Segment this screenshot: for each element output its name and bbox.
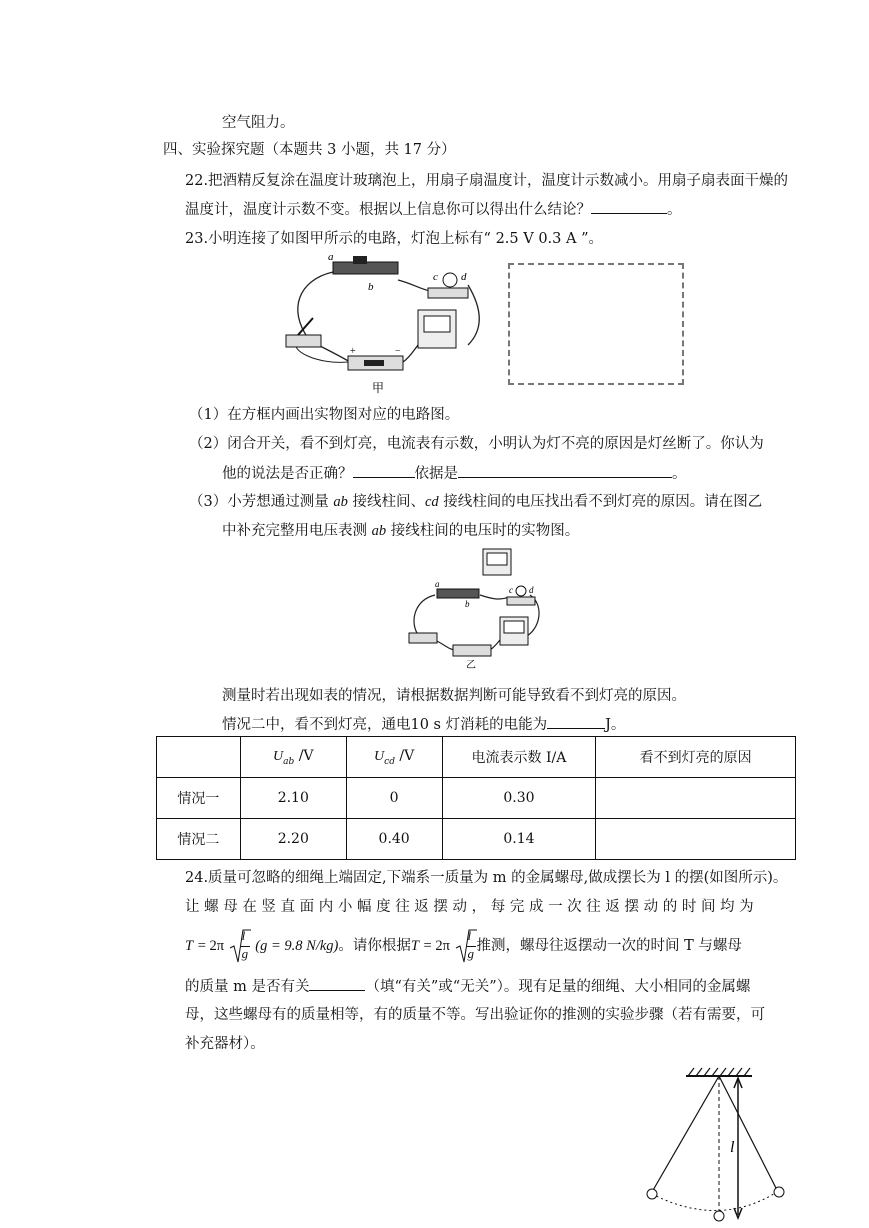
table-cell: 0.14	[442, 819, 596, 860]
header-symbol: U	[273, 748, 284, 764]
q23-period: 。	[672, 466, 687, 482]
lamp-bulb	[443, 273, 457, 287]
energy-blank[interactable]	[547, 714, 605, 729]
text: （3）小芳想通过测量	[189, 494, 334, 510]
q24-answer-blank[interactable]	[309, 976, 365, 991]
continuation-text: 空气阻力。	[222, 115, 295, 131]
q24-formula-line	[185, 926, 742, 966]
ammeter-dial	[424, 316, 450, 332]
label-b: b	[465, 599, 470, 609]
label-d: d	[461, 271, 467, 283]
q24-text: 。请你根据	[338, 938, 411, 954]
label-c: c	[433, 271, 438, 283]
q22-line2	[185, 199, 682, 220]
wire	[468, 285, 479, 345]
formula-eq: = 2π	[423, 938, 450, 954]
table-cell: 0.30	[442, 778, 596, 819]
formula-T: T	[410, 938, 419, 954]
table-cell: 2.10	[240, 778, 346, 819]
q23-part1: （1）在方框内画出实物图对应的电路图。	[189, 407, 460, 423]
var-ab: ab	[333, 494, 348, 510]
header-unit: /V	[394, 747, 415, 764]
q24-line6: 补充器材）。	[185, 1036, 265, 1052]
label-plus: +	[350, 346, 356, 357]
header-unit: /V	[294, 747, 314, 764]
q23-basis-blank[interactable]	[458, 463, 672, 478]
table-cell: 情况二	[157, 819, 241, 860]
sqrt-fraction	[455, 928, 477, 964]
formula-eq: = 2π	[197, 938, 225, 954]
table-cell: 0	[346, 778, 442, 819]
table-row	[157, 819, 796, 860]
nut-bottom	[714, 1211, 724, 1221]
header-uab	[240, 737, 346, 778]
wire	[435, 640, 455, 650]
header-current: 电流表示数 I/A	[442, 737, 596, 778]
label-a: a	[435, 579, 440, 589]
q23-part2-line2	[222, 463, 687, 484]
rheostat-slider	[353, 256, 367, 264]
measure-instruction: 测量时若出现如表的情况，请根据数据判断可能导致看不到灯亮的原因。	[222, 688, 686, 704]
frac-den: g	[467, 946, 475, 961]
header-symbol: U	[374, 748, 385, 764]
string-right	[719, 1076, 777, 1190]
text: 接线柱间的电压时的实物图。	[386, 523, 580, 539]
answer-cell[interactable]	[596, 819, 796, 860]
sqrt-fraction	[229, 928, 251, 964]
text: 接线柱间、	[347, 494, 425, 510]
swing-arc	[652, 1192, 777, 1211]
switch-lever	[298, 318, 313, 335]
label-b: b	[368, 281, 374, 293]
table-header-row	[157, 737, 796, 778]
figure-label-yi: 乙	[466, 660, 476, 670]
text: 接线柱间的电压找出看不到灯亮的原因。请在图乙	[438, 494, 763, 510]
circuit-figure-jia	[278, 250, 500, 400]
frac-den: g	[241, 946, 249, 961]
ceiling-hatch	[688, 1068, 750, 1076]
pendulum-figure	[640, 1060, 790, 1228]
q24-line4	[185, 976, 750, 997]
var-ab: ab	[371, 523, 387, 539]
q22-text: 温度计，温度计示数不变。根据以上信息你可以得出什么结论？	[185, 202, 591, 218]
label-c: c	[509, 585, 513, 595]
label-minus: −	[395, 346, 401, 357]
table-cell: 情况一	[157, 778, 241, 819]
formula-T: T	[185, 938, 194, 954]
var-cd: cd	[424, 494, 439, 510]
length-label: l	[730, 1139, 735, 1156]
formula-g-value: (g = 9.8 N/kg)	[255, 938, 339, 954]
nut-right	[774, 1187, 784, 1197]
text: （填“有关”或“无关”）。现有足量的细绳、大小相同的金属螺	[365, 979, 751, 995]
header-reason: 看不到灯亮的原因	[596, 737, 796, 778]
q23-part2-question: 他的说法是否正确？	[222, 466, 353, 482]
wire	[414, 595, 435, 633]
rheostat	[437, 589, 479, 598]
table-cell: 0.40	[346, 819, 442, 860]
header-ucd	[346, 737, 442, 778]
q23-part3-line1	[189, 492, 762, 512]
lamp-bulb	[516, 586, 526, 596]
q24-line2: 让 螺 母 在 竖 直 面 内 小 幅 度 往 返 摆 动 ， 每 完 成 一 次 往 返 摆 动 的 时 间 均 为	[185, 899, 754, 915]
label-a: a	[328, 251, 334, 263]
q22-answer-blank[interactable]	[591, 199, 667, 214]
q22-period: 。	[667, 202, 682, 218]
battery	[453, 645, 491, 656]
q24-line5: 母，这些螺母有的质量相等，有的质量不等。写出验证你的推测的实验步骤（若有需要，可	[185, 1007, 765, 1023]
table-row	[157, 778, 796, 819]
switch-base	[286, 335, 321, 347]
text: J。	[605, 717, 626, 733]
measurement-table	[156, 736, 796, 860]
frac-num: l	[241, 928, 246, 943]
switch	[409, 633, 437, 643]
answer-cell[interactable]	[596, 778, 796, 819]
header-cell	[157, 737, 241, 778]
q23-basis-label: 依据是	[414, 466, 458, 482]
text: 情况二中，看不到灯亮，通电10 s 灯消耗的电能为	[222, 717, 548, 733]
drawing-box[interactable]	[508, 263, 684, 385]
q23-correct-blank[interactable]	[353, 463, 415, 478]
table-cell: 2.20	[240, 819, 346, 860]
header-subscript: ab	[283, 756, 295, 767]
voltmeter-dial	[487, 553, 507, 565]
label-d: d	[529, 585, 534, 595]
q24-text: 推测，螺母往返摆动一次的时间 T 与螺母	[476, 938, 742, 954]
section-heading: 四、实验探究题（本题共 3 小题，共 17 分）	[163, 142, 456, 158]
text: 中补充完整用电压表测	[222, 523, 372, 539]
q23-stem: 23.小明连接了如图甲所示的电路，灯泡上标有“ 2.5 V 0.3 A ”。	[185, 231, 603, 247]
text: 的质量 m 是否有关	[185, 979, 310, 995]
q23-part3-line2	[222, 521, 579, 541]
header-subscript: cd	[384, 756, 395, 767]
lamp-base	[507, 597, 535, 605]
q24-line1: 24.质量可忽略的细绳上端固定,下端系一质量为 m 的金属螺母,做成摆长为 l 的摆(如图所示)。	[185, 870, 788, 886]
nut-left	[647, 1189, 657, 1199]
wire	[318, 345, 350, 362]
frac-num: l	[467, 928, 472, 943]
wire	[480, 595, 510, 599]
string-left	[652, 1076, 719, 1192]
lamp-base	[428, 288, 468, 298]
circuit-figure-yi	[405, 545, 545, 670]
case2-energy	[222, 714, 625, 735]
q23-part2-line1: （2）闭合开关，看不到灯亮，电流表有示数，小明认为灯不亮的原因是灯丝断了。你认为	[189, 436, 764, 452]
battery-cell	[364, 360, 384, 366]
q22-line1: 22.把酒精反复涂在温度计玻璃泡上，用扇子扇温度计，温度计示数减小。用扇子扇表面干燥的	[185, 173, 789, 189]
figure-label-jia: 甲	[372, 381, 385, 395]
ammeter-dial	[504, 621, 524, 633]
